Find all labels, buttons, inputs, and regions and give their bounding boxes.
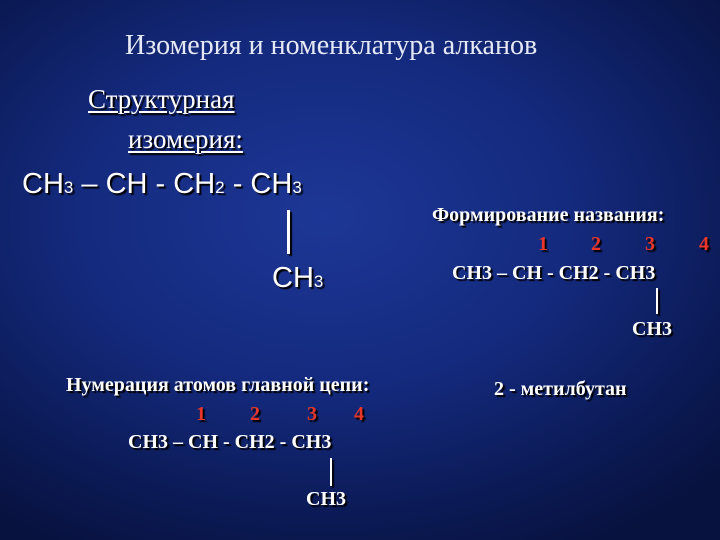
numbering-branch: CH3 <box>306 488 346 510</box>
main-formula-branch-ch: CH <box>272 262 314 294</box>
numbering-heading: Нумерация атомов главной цепи: <box>66 374 370 396</box>
main-formula <box>22 168 302 201</box>
numbering-number-3: 3 <box>307 403 317 425</box>
naming-number-3: 3 <box>645 233 655 255</box>
naming-number-2: 2 <box>591 233 601 255</box>
main-formula-dash-2: - <box>147 168 174 200</box>
main-formula-dash-1: – <box>73 168 106 200</box>
numbering-number-2: 2 <box>250 403 260 425</box>
main-formula-ch2: CH <box>173 168 216 200</box>
main-formula-sub-a: 3 <box>63 178 74 197</box>
main-formula-bond-line <box>287 210 290 254</box>
naming-branch: CH3 <box>632 318 672 340</box>
naming-heading: Формирование названия: <box>432 204 665 226</box>
subtitle-line-1: Структурная <box>88 84 235 114</box>
naming-bond-line <box>656 288 658 314</box>
main-formula-sub-c: 3 <box>292 178 302 197</box>
naming-number-1: 1 <box>538 233 548 255</box>
result-name: 2 - метилбутан <box>494 378 627 400</box>
main-formula-sub-b: 2 <box>215 178 225 197</box>
main-formula-branch <box>272 262 323 295</box>
naming-formula: CH3 – CH - CH2 - CH3 <box>452 262 656 284</box>
numbering-formula: CH3 – CH - CH2 - CH3 <box>128 431 332 453</box>
numbering-bond-line <box>330 458 332 486</box>
main-formula-branch-sub: 3 <box>313 272 324 291</box>
page-title: Изомерия и номенклатура алканов <box>125 30 538 61</box>
naming-number-4: 4 <box>699 233 709 255</box>
main-formula-dash-3: - <box>224 168 251 200</box>
subtitle-line-2: изомерия: <box>128 124 243 154</box>
numbering-number-4: 4 <box>354 403 364 425</box>
main-formula-ch: CH <box>105 168 148 200</box>
numbering-number-1: 1 <box>196 403 206 425</box>
main-formula-ch3-b: CH <box>250 168 293 200</box>
main-formula-ch3-a: CH <box>22 168 64 200</box>
